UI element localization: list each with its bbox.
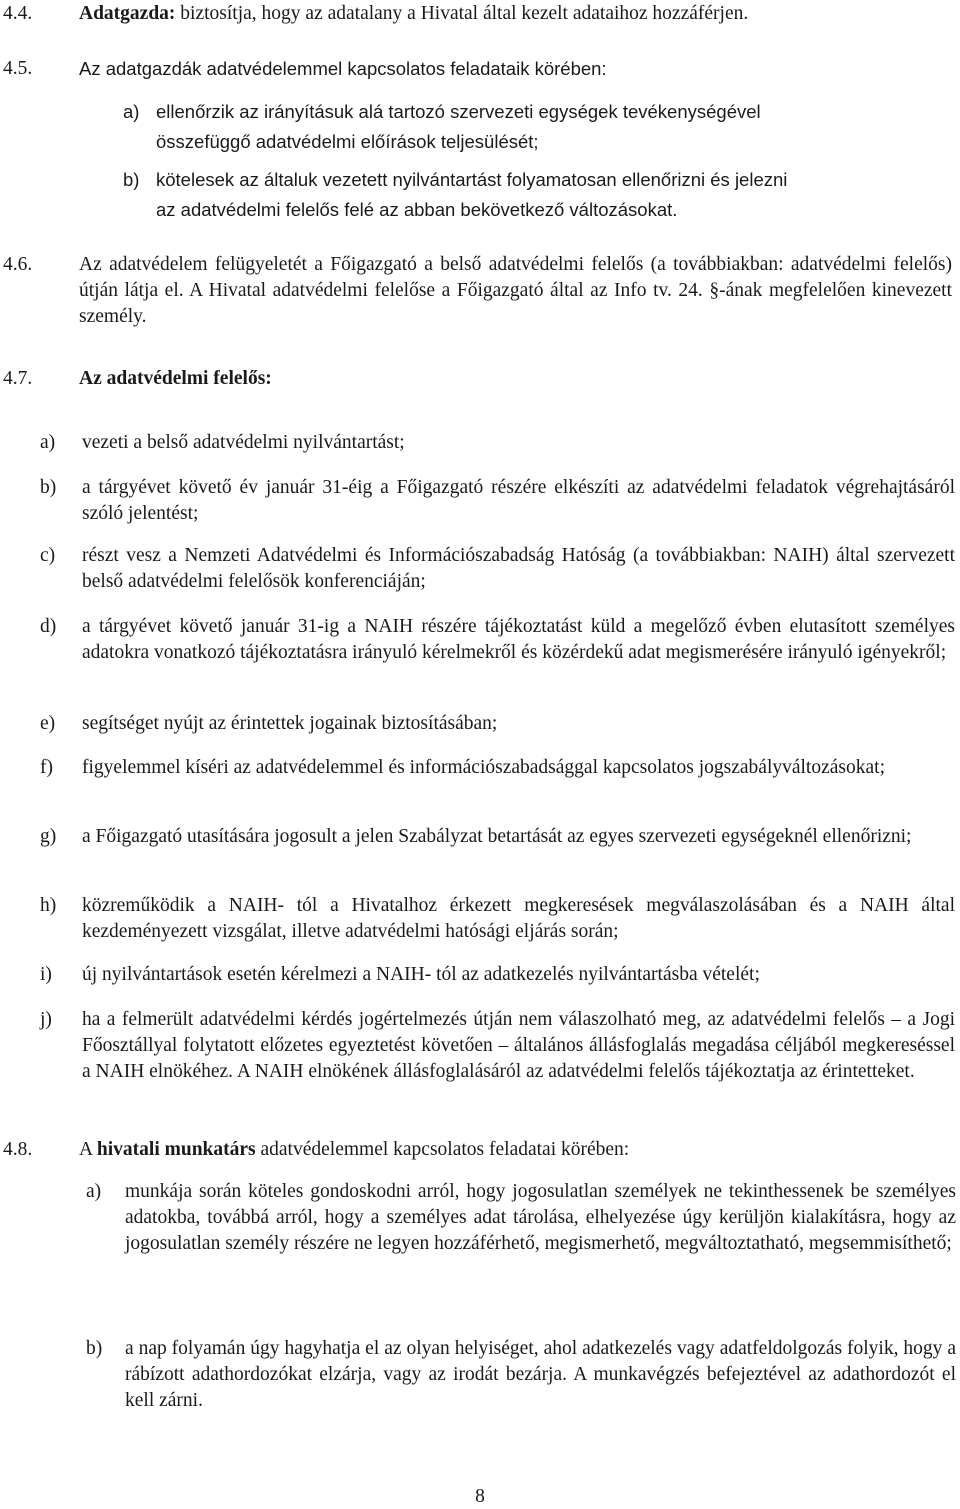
item-text: vezeti a belső adatvédelmi nyilvántartást;: [82, 432, 405, 453]
item-text-line: összefüggő adatvédelmi előírások teljesülését;: [156, 131, 539, 152]
page-number: 8: [475, 1486, 485, 1507]
item-label: g): [40, 826, 57, 847]
item-text-line: kötelesek az általuk vezetett nyilvántartást folyamatosan ellenőrizni és jelezni: [156, 169, 788, 190]
item-label: b): [123, 169, 140, 190]
item-label: i): [40, 964, 52, 985]
item-label: b): [86, 1338, 103, 1359]
intro-suffix: adatvédelemmel kapcsolatos feladatai körében:: [255, 1139, 630, 1160]
section-number: 4.6.: [3, 254, 33, 275]
section-term: Adatgazda:: [79, 3, 176, 24]
section-number: 4.4.: [3, 3, 33, 24]
item-text: a nap folyamán úgy hagyhatja el az olyan helyiséget, ahol adatkezelés vagy adatfeldolgozás folyik, hogy a rábízott adathordozókat elzárja, vagy az irodát bezárja. A munkavégzés befejeztével az adathordozót el kell zárni.: [125, 1338, 956, 1411]
item-text: a tárgyévet követő év január 31-éig a Főigazgató részére elkészíti az adatvédelmi feladatok végrehajtásáról szóló jelentést;: [82, 477, 955, 524]
item-text: közreműködik a NAIH- tól a Hivatalhoz érkezett megkeresések megválaszolásában és a NAIH által kezdeményezett vizsgálat, illetve adatvédelmi hatósági eljárás során;: [82, 895, 955, 942]
section-intro: [79, 1137, 952, 1163]
section-body: biztosítja, hogy az adatalany a Hivatal által kezelt adataihoz hozzáférjen.: [175, 3, 749, 24]
item-text: részt vesz a Nemzeti Adatvédelmi és Információszabadság Hatóság (a továbbiakban: NAIH) által szervezett belső adatvédelmi felelősök konferenciáján;: [82, 545, 955, 592]
section-body: Az adatvédelem felügyeletét a Főigazgató a belső adatvédelmi felelős (a továbbiakban: adatvédelmi felelős) útján látja el. A Hivatal adatvédelmi felelőse a Főigazgató által az Info tv. 24. §-ának megfelelően kinevezett személy.: [79, 254, 952, 327]
item-text: a tárgyévet követő január 31-ig a NAIH részére tájékoztatást küld a megelőző évben elutasított személyes adatokra vonatkozó tájékoztatásra irányuló kérelmekről és közérdekű adat megismerésére irányuló igényekről;: [82, 616, 955, 663]
section-number: 4.7.: [3, 368, 33, 389]
section-text: [79, 1, 952, 27]
item-label: d): [40, 616, 57, 637]
item-label: a): [123, 101, 140, 122]
item-text: figyelemmel kíséri az adatvédelemmel és információszabadsággal kapcsolatos jogszabályváltozásokat;: [82, 757, 885, 778]
section-title: [79, 366, 952, 392]
intro-prefix: A: [79, 1139, 97, 1160]
item-text: segítséget nyújt az érintettek jogainak biztosításában;: [82, 713, 498, 734]
item-text-line: az adatvédelmi felelős felé az abban bekövetkező változásokat.: [156, 199, 678, 220]
item-label: j): [40, 1009, 52, 1030]
item-label: f): [40, 757, 53, 778]
item-text: ha a felmerült adatvédelmi kérdés jogértelmezés útján nem válaszolható meg, az adatvédelmi felelős – a Jogi Főosztállyal folytatott előzetes egyeztetést követően – általános állásfoglalás megadása céljából megkereséssel a NAIH elnökéhez. A NAIH elnökének állásfoglalásáról az adatvédelmi felelős tájékoztatja az érintetteket.: [82, 1009, 955, 1082]
item-label: b): [40, 477, 57, 498]
item-label: a): [86, 1181, 102, 1202]
item-label: h): [40, 895, 57, 916]
section-title-text: Az adatvédelmi felelős:: [79, 368, 272, 389]
section-number: 4.8.: [3, 1139, 33, 1160]
item-text-line: ellenőrzik az irányításuk alá tartozó szervezeti egységek tevékenységével: [156, 101, 761, 122]
section-intro: Az adatgazdák adatvédelemmel kapcsolatos feladataik körében:: [79, 58, 607, 79]
item-text: munkája során köteles gondoskodni arról, hogy jogosulatlan személyek ne tekinthessenek be személyes adatokba, továbbá arról, hogy a személyes adat tárolása, elhelyezése úgy kerüljön kialakításra, hogy az jogosulatlan személy részére ne legyen hozzáférhető, megismerhető, megváltoztatható, megsemmisíthető;: [125, 1181, 956, 1254]
item-text: új nyilvántartások esetén kérelmezi a NAIH- tól az adatkezelés nyilvántartásba vételét;: [82, 964, 760, 985]
item-label: a): [40, 432, 56, 453]
item-label: e): [40, 713, 56, 734]
intro-term: hivatali munkatárs: [96, 1139, 256, 1160]
item-label: c): [40, 545, 56, 566]
item-text: a Főigazgató utasítására jogosult a jelen Szabályzat betartását az egyes szervezeti egységeknél ellenőrizni;: [82, 826, 912, 847]
section-number: 4.5.: [3, 58, 33, 79]
